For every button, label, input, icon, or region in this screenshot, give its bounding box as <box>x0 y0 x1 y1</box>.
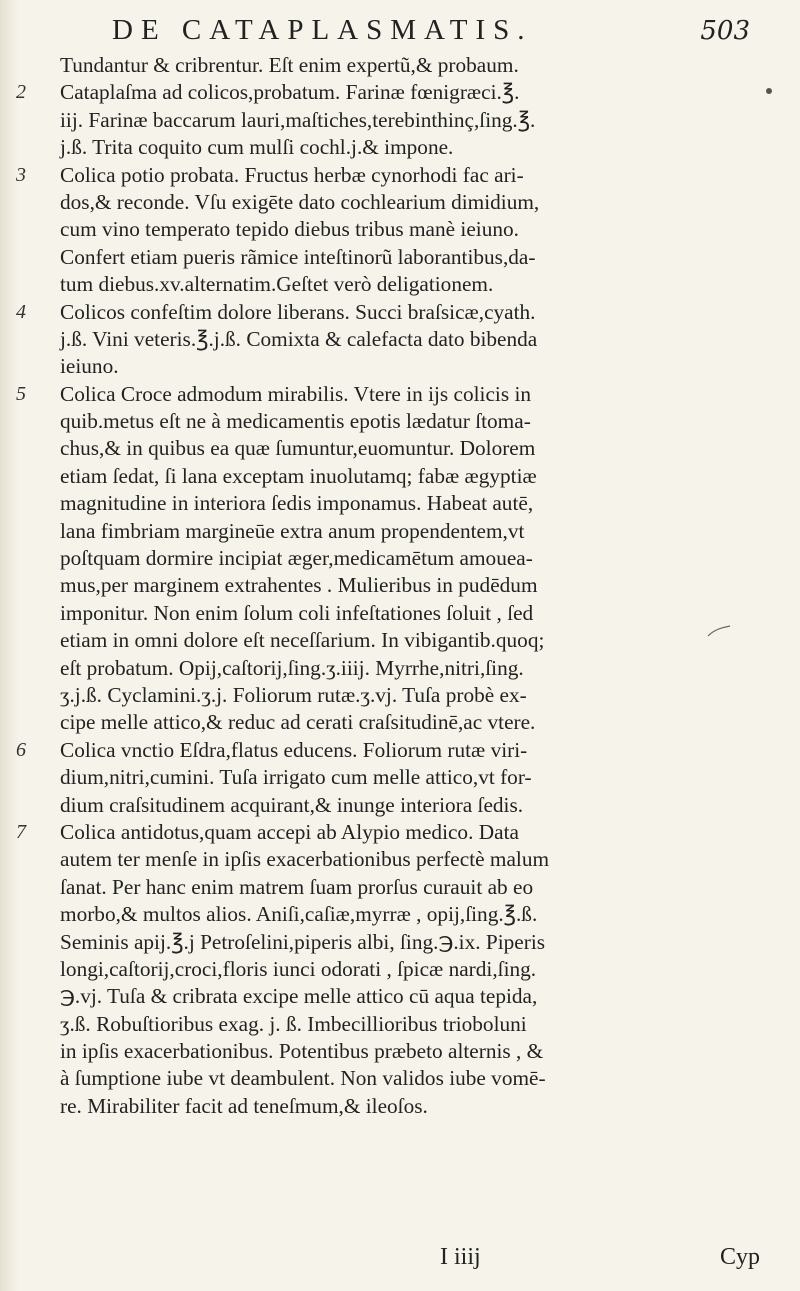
page-gutter <box>0 0 18 1291</box>
text-line <box>60 216 760 243</box>
text-line <box>16 737 760 764</box>
line-text: ʒ.ß. Robuſtioribus exag. j. ß. Imbecillioribus trioboluni <box>60 1011 527 1036</box>
line-text: etiam ſedat, ſi lana exceptam inuolutamq; fabæ ægyptiæ <box>60 463 537 488</box>
line-text: poſtquam dormire incipiat æger,medicamētum amouea- <box>60 546 533 571</box>
text-line <box>60 1038 760 1065</box>
text-line <box>60 682 760 709</box>
text-line <box>60 1011 760 1038</box>
line-text: Seminis apij.℥.j Petroſelini,piperis albi, ſing.℈.ix. Piperis <box>60 929 546 954</box>
text-line <box>60 764 760 791</box>
text-line <box>60 929 760 956</box>
page-number: 503 <box>700 16 750 46</box>
line-text: ʒ.j.ß. Cyclamini.ʒ.j. Foliorum rutæ.ʒ.vj. Tuſa probè ex- <box>60 682 527 707</box>
line-text: à ſumptione iube vt deambulent. Non validos iube vomē- <box>60 1066 546 1091</box>
line-text: mus,per marginem extrahentes . Mulieribus in pudēdum <box>60 573 538 598</box>
text-line <box>60 107 760 134</box>
margin-number: 2 <box>16 81 26 104</box>
text-line <box>16 79 760 106</box>
text-line <box>60 901 760 928</box>
text-line <box>60 874 760 901</box>
text-line <box>60 846 760 873</box>
line-text: magnitudine in interiora ſedis imponamus. Habeat autē, <box>60 491 534 516</box>
line-text: morbo,& multos alios. Aniſi,caſiæ,myrræ , opij,ſing.℥.ß. <box>60 902 538 927</box>
margin-number: 5 <box>16 382 26 405</box>
text-line <box>60 408 760 435</box>
text-line <box>60 655 760 682</box>
signature-mark: I iiij <box>440 1244 481 1270</box>
text-line <box>60 326 760 353</box>
line-text: Colica Croce admodum mirabilis. Vtere in ijs colicis in <box>60 381 532 406</box>
line-text: Cataplaſma ad colicos,probatum. Farinæ fœnigræci.℥. <box>60 80 520 105</box>
line-text: Colicos confeſtim dolore liberans. Succi braſsicæ,cyath. <box>60 299 536 324</box>
line-text: Colica potio probata. Fructus herbæ cynorhodi fac ari- <box>60 162 524 187</box>
line-text: chus,& in quibus ea quæ ſumuntur,euomuntur. Dolorem <box>60 436 536 461</box>
ink-spot <box>766 88 772 94</box>
text-line <box>60 1065 760 1092</box>
line-text: re. Mirabiliter facit ad teneſmum,& ileoſos. <box>60 1093 428 1118</box>
text-line <box>60 956 760 983</box>
text-line <box>60 244 760 271</box>
marginal-scribble <box>706 624 732 640</box>
catchword: Cyp <box>719 1244 760 1270</box>
text-line <box>60 463 760 490</box>
line-text: j.ß. Vini veteris.℥.j.ß. Comixta & calefacta dato bibenda <box>60 326 538 351</box>
page-title: DE CATAPLASMATIS. <box>112 14 533 46</box>
line-text: dos,& reconde. Vſu exigēte dato cochlearium dimidium, <box>60 189 540 214</box>
line-text: cipe melle attico,& reduc ad cerati craſsitudinē,ac vtere. <box>60 710 536 735</box>
text-line <box>60 709 760 736</box>
text-line <box>60 271 760 298</box>
text-line <box>60 518 760 545</box>
text-line <box>60 983 760 1010</box>
text-line <box>60 134 760 161</box>
margin-number: 6 <box>16 738 26 761</box>
text-line <box>60 52 760 79</box>
line-text: longi,caſtorij,croci,floris iunci odorati , ſpicæ nardi,ſing. <box>60 956 537 981</box>
margin-number: 4 <box>16 300 26 323</box>
line-text: ſanat. Per hanc enim matrem ſuam prorſus curauit ab eo <box>60 874 534 899</box>
running-header <box>112 14 772 50</box>
line-text: etiam in omni dolore eſt neceſſarium. In vibigantib.quoq; <box>60 628 545 653</box>
line-text: Tundantur & cribrentur. Eſt enim expertũ,& probaum. <box>60 53 519 77</box>
text-line <box>60 545 760 572</box>
text-line <box>60 627 760 654</box>
text-line <box>60 572 760 599</box>
line-text: Confert etiam pueris rãmice inteſtinorũ laborantibus,da- <box>60 244 536 269</box>
text-line <box>16 819 760 846</box>
text-line <box>16 162 760 189</box>
margin-number: 7 <box>16 820 26 843</box>
line-text: cum vino temperato tepido diebus tribus manè ieiuno. <box>60 217 519 242</box>
line-text: in ipſis exacerbationibus. Potentibus præbeto alternis , & <box>60 1039 544 1064</box>
margin-number: 3 <box>16 163 26 186</box>
body-text <box>16 52 760 1120</box>
line-text: iij. Farinæ baccarum lauri,maſtiches,terebinthinç,ſing.℥. <box>60 107 536 132</box>
line-text: j.ß. Trita coquito cum mulſi cochl.j.& impone. <box>60 135 454 160</box>
page-footer <box>440 1244 760 1274</box>
text-line <box>60 792 760 819</box>
line-text: quib.metus eſt ne à medicamentis epotis lædatur ſtoma- <box>60 409 531 434</box>
line-text: Colica vnctio Eſdra,flatus educens. Foliorum rutæ viri- <box>60 737 528 762</box>
text-line <box>60 490 760 517</box>
text-line <box>60 353 760 380</box>
text-line <box>60 435 760 462</box>
text-line <box>60 189 760 216</box>
line-text: imponitur. Non enim ſolum coli infeſtationes ſoluit , ſed <box>60 600 534 625</box>
text-line <box>16 299 760 326</box>
line-text: lana fimbriam margineūe extra anum propendentem,vt <box>60 518 525 543</box>
line-text: tum diebus.xv.alternatim.Geſtet verò deligationem. <box>60 272 494 297</box>
line-text: autem ter menſe in ipſis exacerbationibus perfectè malum <box>60 847 550 872</box>
text-line <box>60 1093 760 1120</box>
text-line <box>16 381 760 408</box>
line-text: dium craſsitudinem acquirant,& inunge interiora ſedis. <box>60 792 524 817</box>
text-line <box>60 600 760 627</box>
line-text: dium,nitri,cumini. Tuſa irrigato cum melle attico,vt for- <box>60 765 532 790</box>
line-text: Colica antidotus,quam accepi ab Alypio medico. Data <box>60 819 519 844</box>
line-text: ieiuno. <box>60 354 119 379</box>
line-text: ℈.vj. Tuſa & cribrata excipe melle attico cū aqua tepida, <box>60 984 538 1009</box>
line-text: eſt probatum. Opij,caſtorij,ſing.ʒ.iiij. Myrrhe,nitri,ſing. <box>60 655 524 680</box>
